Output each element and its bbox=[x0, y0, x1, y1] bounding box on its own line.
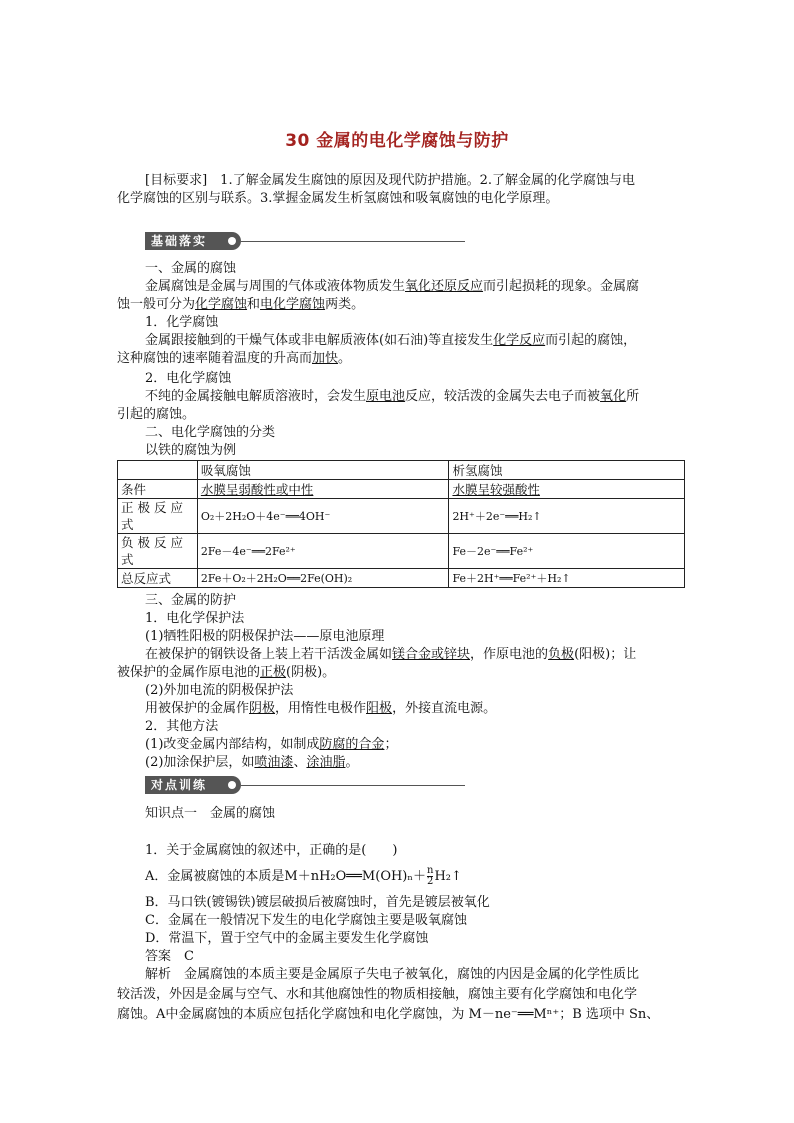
paragraph-line: 不纯的金属接触电解质溶液时，会发生原电池反应，较活泼的金属失去电子而被氧化所 bbox=[145, 389, 640, 404]
paragraph-line: 这种腐蚀的速率随着温度的升高而加快。 bbox=[117, 351, 352, 366]
paragraph-line: 引起的腐蚀。 bbox=[117, 407, 196, 422]
heading-corrosion: 一、金属的腐蚀 bbox=[145, 261, 237, 276]
table-row: 总反应式 2Fe＋O₂＋2H₂O══2Fe(OH)₂ Fe＋2H⁺══Fe²⁺＋H₂↑ bbox=[118, 569, 685, 588]
option-d: D．常温下，置于空气中的金属主要发生化学腐蚀 bbox=[145, 931, 429, 946]
goal-line-2: 化学腐蚀的区别与联系。3.掌握金属发生析氢腐蚀和吸氧腐蚀的电化学原理。 bbox=[117, 191, 559, 206]
explanation-line: 腐蚀。A中金属腐蚀的本质应包括化学腐蚀和电化学腐蚀，为 M－ne⁻══Mⁿ⁺；B 选项中 Sn、 bbox=[117, 1007, 660, 1022]
paragraph-line: 被保护的金属作原电池的正极(阴极)。 bbox=[117, 665, 336, 680]
subheading: 1．化学腐蚀 bbox=[145, 315, 219, 330]
heading-protection: 三、金属的防护 bbox=[145, 593, 237, 608]
section-rule bbox=[241, 241, 465, 242]
option-a: A．金属被腐蚀的本质是M＋nH₂O══M(OH)ₙ＋ $\frac{n}{2}$ H₂↑ bbox=[145, 865, 462, 887]
subheading: 1．电化学保护法 bbox=[145, 611, 245, 626]
paragraph-line: 金属腐蚀是金属与周围的气体或液体物质发生氧化还原反应而引起损耗的现象。金属腐 bbox=[145, 279, 640, 294]
paragraph-line: 在被保护的钢铁设备上装上若干活泼金属如镁合金或锌块，作原电池的负极(阳极)；让 bbox=[145, 647, 637, 662]
section-tag: 基础落实 bbox=[145, 232, 241, 250]
table-row: 条件 水膜呈弱酸性或中性 水膜呈较强酸性 bbox=[118, 480, 685, 499]
section-bar-basics bbox=[145, 232, 465, 252]
subheading: (2)外加电流的阴极保护法 bbox=[145, 683, 294, 698]
paragraph-line: 金属跟接触到的干燥气体或非电解质液体(如石油)等直接发生化学反应而引起的腐蚀， bbox=[145, 333, 637, 348]
goal-line-1: [目标要求] 1.了解金属发生腐蚀的原因及现代防护措施。2.了解金属的化学腐蚀与电 bbox=[145, 173, 635, 188]
question: 1．关于金属腐蚀的叙述中，正确的是( ) bbox=[145, 843, 398, 858]
paragraph-line: (2)加涂保护层，如喷油漆、涂油脂。 bbox=[145, 755, 359, 770]
paragraph-line: (1)改变金属内部结构，如制成防腐的合金； bbox=[145, 737, 398, 752]
explanation-line: 解析 金属腐蚀的本质主要是金属原子失电子被氧化，腐蚀的内因是金属的化学性质比 bbox=[145, 967, 640, 982]
section-bar-practice bbox=[145, 776, 465, 796]
page-title: 30 金属的电化学腐蚀与防护 bbox=[285, 131, 509, 151]
heading-classification: 二、电化学腐蚀的分类 bbox=[145, 425, 276, 440]
explanation-line: 较活泼，外因是金属与空气、水和其他腐蚀性的物质相接触，腐蚀主要有化学腐蚀和电化学 bbox=[117, 987, 638, 1002]
section-rule bbox=[241, 785, 465, 786]
knowledge-point: 知识点一 金属的腐蚀 bbox=[145, 806, 276, 821]
table-header-row: 吸氧腐蚀 析氢腐蚀 bbox=[118, 461, 685, 480]
subheading: 2．电化学腐蚀 bbox=[145, 371, 232, 386]
goal-label: [目标要求] bbox=[145, 173, 208, 188]
option-b: B．马口铁(镀锡铁)镀层破损后被腐蚀时，首先是镀层被氧化 bbox=[145, 895, 490, 910]
corrosion-table bbox=[117, 460, 685, 588]
example-label: 以铁的腐蚀为例 bbox=[145, 443, 237, 458]
answer: 答案 C bbox=[145, 949, 194, 964]
option-c: C．金属在一般情况下发生的电化学腐蚀主要是吸氧腐蚀 bbox=[145, 913, 467, 928]
paragraph-line: 用被保护的金属作阴极，用惰性电极作阳极，外接直流电源。 bbox=[145, 701, 497, 716]
paragraph-line: 蚀一般可分为化学腐蚀和电化学腐蚀两类。 bbox=[117, 297, 365, 312]
subheading: 2．其他方法 bbox=[145, 719, 219, 734]
subheading: (1)牺牲阳极的阴极保护法——原电池原理 bbox=[145, 629, 385, 644]
table-row: 正极反应式 O₂＋2H₂O＋4e⁻══4OH⁻ 2H⁺＋2e⁻══H₂↑ bbox=[118, 499, 685, 534]
table-row: 负极反应式 2Fe－4e⁻══2Fe²⁺ Fe－2e⁻══Fe²⁺ bbox=[118, 534, 685, 569]
section-tag: 对点训练 bbox=[145, 776, 241, 794]
